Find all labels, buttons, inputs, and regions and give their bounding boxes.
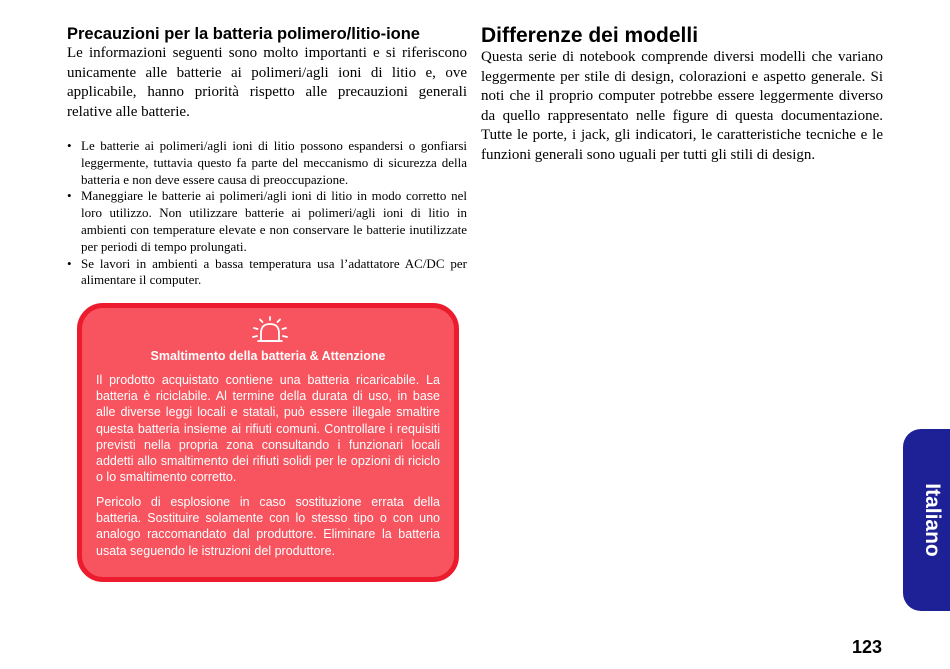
model-differences-section	[481, 24, 883, 165]
section-heading: Differenze dei modelli	[481, 24, 699, 47]
alarm-bell-icon	[252, 316, 288, 346]
warning-paragraph-disposal: Il prodotto acquistato contiene una batteria ricaricabile. La batteria è riciclabile. Al termine della durata di uso, in base alle diverse leggi locali e statali, può essere illegale smaltire questa batteria insieme ai rifiuti comuni. Controllare i requisiti previsti nella propria zona consultando i funzionari locali addetti allo smaltimento dei rifiuti solidi per le opzioni di riciclo o lo smaltimento corretto.	[96, 373, 440, 485]
language-tab-label: Italiano	[921, 483, 944, 557]
section-heading: Precauzioni per la batteria polimero/litio-ione	[67, 25, 420, 43]
bullet-icon: •	[67, 188, 72, 204]
bullet-icon: •	[67, 138, 72, 153]
warning-paragraph-explosion: Pericolo di esplosione in caso sostituzione errata della batteria. Sostituire solamente con lo stesso tipo o con uno analogo raccomandato dal produttore. Eliminare la batteria usata seguendo le istruzioni del produttore.	[96, 495, 440, 558]
warning-title: Smaltimento della batteria & Attenzione	[150, 349, 386, 363]
list-item	[67, 138, 467, 188]
bullet-icon: •	[67, 255, 72, 271]
list-item-text: Le batterie ai polimeri/agli ioni di litio possono espandersi o gonfiarsi leggermente, tuttavia questo fa parte del meccanismo di sicurezza della batteria e non deve essere causa di preoccupazione.	[81, 138, 467, 187]
list-item	[67, 256, 467, 290]
battery-warning-box	[77, 303, 459, 582]
list-item-text: Maneggiare le batterie ai polimeri/agli ioni di litio in modo corretto nel loro utilizzo. Non utilizzare batterie ai polimeri/agli ioni di litio in ambienti con temperature elevate e non conservare le batterie inutilizzate per periodi di tempo prolungati.	[81, 188, 467, 254]
precautions-list	[67, 138, 467, 289]
page-number: 123	[851, 637, 882, 657]
list-item-text: Se lavori in ambienti a bassa temperatura usa l’adattatore AC/DC per alimentare il computer.	[81, 255, 467, 288]
intro-paragraph: Le informazioni seguenti sono molto importanti e si riferiscono unicamente alle batterie ai polimeri/agli ioni di litio e, ove applicabile, hanno priorità rispetto alle precauzioni generali relative alle batterie.	[67, 45, 467, 120]
battery-precautions-section	[67, 24, 467, 289]
model-differences-paragraph: Questa serie di notebook comprende diversi modelli che variano leggermente per stile di design, colorazioni e aspetto generale. Si noti che il proprio computer potrebbe essere leggermente diverso da quello rappresentato nelle figure di questa documentazione. Tutte le porte, i jack, gli indicatori, le caratteristiche tecniche e le funzioni generali sono uguali per tutti gli stili di design.	[481, 49, 883, 163]
list-item	[67, 188, 467, 255]
